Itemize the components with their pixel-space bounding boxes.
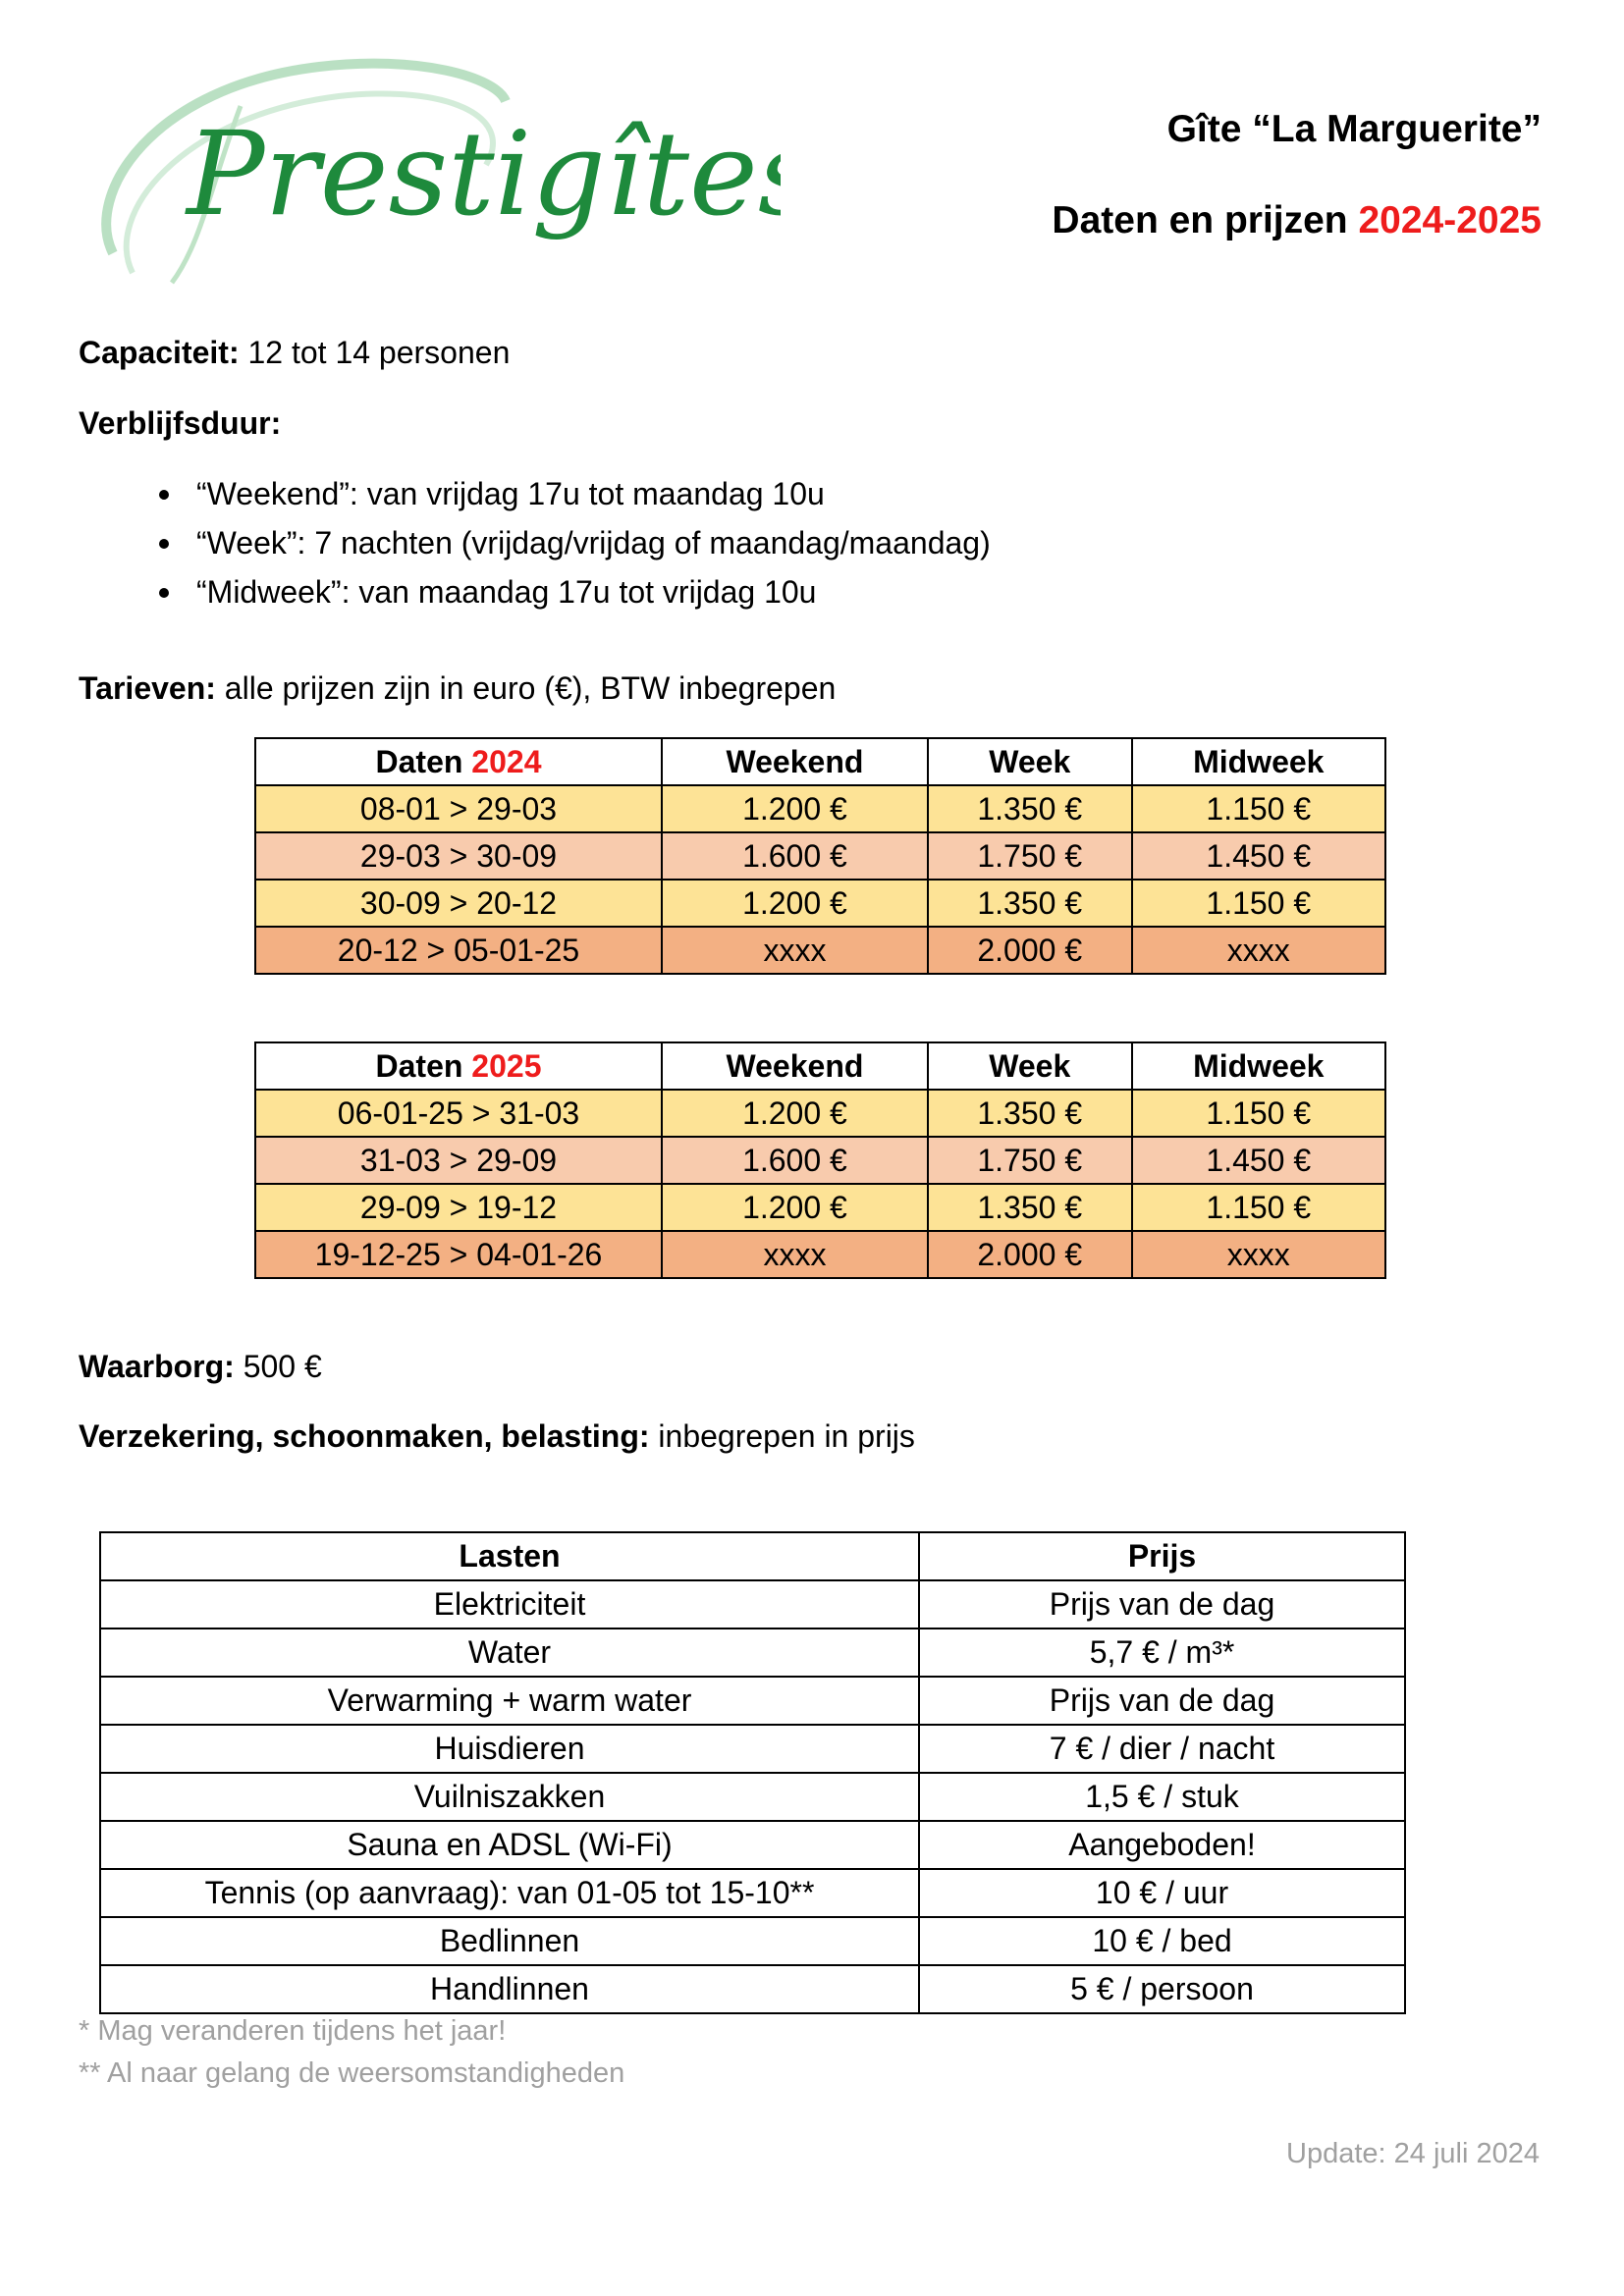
midweek-price: xxxx — [1132, 1231, 1385, 1278]
charge-name: Vuilniszakken — [100, 1773, 919, 1821]
table-row — [255, 832, 1385, 880]
col-header-week: Week — [928, 738, 1132, 785]
charge-price: Aangeboden! — [919, 1821, 1405, 1869]
weekend-price: 1.200 € — [662, 1090, 928, 1137]
date-cell: 20-12 > 05-01-25 — [255, 927, 662, 974]
logo-graphic — [93, 47, 781, 293]
stay-line — [79, 405, 281, 442]
logo-text: Prestigîtes — [187, 106, 781, 241]
deposit-value: 500 € — [243, 1349, 322, 1384]
table-row — [255, 785, 1385, 832]
charge-name: Water — [100, 1629, 919, 1677]
midweek-price: 1.150 € — [1132, 880, 1385, 927]
date-cell: 29-09 > 19-12 — [255, 1184, 662, 1231]
update-date: Update: 24 juli 2024 — [1286, 2138, 1540, 2169]
table-header-row — [100, 1532, 1405, 1580]
bullet-icon — [159, 539, 169, 549]
stay-list — [157, 469, 991, 616]
table-row — [255, 1231, 1385, 1278]
charge-price: 7 € / dier / nacht — [919, 1725, 1405, 1773]
col-header-midweek: Midweek — [1132, 1042, 1385, 1090]
week-price: 2.000 € — [928, 1231, 1132, 1278]
date-cell: 19-12-25 > 04-01-26 — [255, 1231, 662, 1278]
midweek-price: xxxx — [1132, 927, 1385, 974]
charge-price: 1,5 € / stuk — [919, 1773, 1405, 1821]
col-header-dates-label: Daten — [375, 1047, 463, 1084]
table-row — [100, 1917, 1405, 1965]
table-row — [100, 1773, 1405, 1821]
charge-price: 5,7 € / m³* — [919, 1629, 1405, 1677]
stay-label: Verblijfsduur: — [79, 405, 282, 441]
midweek-price: 1.450 € — [1132, 1137, 1385, 1184]
weekend-price: 1.600 € — [662, 1137, 928, 1184]
stay-item-text: “Week”: 7 nachten (vrijdag/vrijdag of maandag/maandag) — [196, 525, 991, 561]
date-cell: 30-09 > 20-12 — [255, 880, 662, 927]
charge-name: Huisdieren — [100, 1725, 919, 1773]
rates-value: alle prijzen zijn in euro (€), BTW inbegrepen — [224, 670, 837, 706]
table-row — [255, 1137, 1385, 1184]
included-value: inbegrepen in prijs — [658, 1418, 915, 1454]
week-price: 1.350 € — [928, 785, 1132, 832]
charge-name: Elektriciteit — [100, 1580, 919, 1629]
rates-table-2024 — [254, 737, 1386, 975]
charge-price: Prijs van de dag — [919, 1580, 1405, 1629]
weekend-price: 1.200 € — [662, 785, 928, 832]
col-header-weekend: Weekend — [662, 1042, 928, 1090]
col-header-charges: Lasten — [100, 1532, 919, 1580]
charges-table — [99, 1531, 1406, 2014]
table-row — [100, 1869, 1405, 1917]
deposit-line — [79, 1349, 322, 1385]
charge-price: 5 € / persoon — [919, 1965, 1405, 2013]
weekend-price: 1.200 € — [662, 880, 928, 927]
week-price: 1.750 € — [928, 832, 1132, 880]
included-label: Verzekering, schoonmaken, belasting: — [79, 1418, 650, 1454]
capacity-label: Capaciteit: — [79, 335, 240, 370]
rates-label: Tarieven: — [79, 670, 216, 706]
table-header-row — [255, 738, 1385, 785]
table-header-row — [255, 1042, 1385, 1090]
capacity-value: 12 tot 14 personen — [247, 335, 511, 370]
stay-item-text: “Weekend”: van vrijdag 17u tot maandag 10u — [196, 476, 825, 511]
table-row — [100, 1677, 1405, 1725]
table-row — [100, 1725, 1405, 1773]
midweek-price: 1.450 € — [1132, 832, 1385, 880]
rates-line — [79, 670, 836, 707]
capacity-line — [79, 335, 510, 371]
col-header-midweek: Midweek — [1132, 738, 1385, 785]
table-row — [100, 1629, 1405, 1677]
table-row — [255, 927, 1385, 974]
week-price: 1.750 € — [928, 1137, 1132, 1184]
table-row — [255, 880, 1385, 927]
col-header-dates — [255, 1042, 662, 1090]
date-cell: 29-03 > 30-09 — [255, 832, 662, 880]
weekend-price: xxxx — [662, 927, 928, 974]
charge-name: Tennis (op aanvraag): van 01-05 tot 15-10** — [100, 1869, 919, 1917]
gite-title: Gîte “La Marguerite” — [1166, 108, 1542, 150]
week-price: 1.350 € — [928, 1090, 1132, 1137]
rates-table-2025 — [254, 1041, 1386, 1279]
subtitle-years: 2024-2025 — [1358, 199, 1542, 241]
table-row — [100, 1965, 1405, 2013]
charge-price: 10 € / bed — [919, 1917, 1405, 1965]
col-header-weekend: Weekend — [662, 738, 928, 785]
col-header-dates — [255, 738, 662, 785]
charge-name: Sauna en ADSL (Wi-Fi) — [100, 1821, 919, 1869]
charge-name: Handlinnen — [100, 1965, 919, 2013]
weekend-price: 1.200 € — [662, 1184, 928, 1231]
subtitle-prefix: Daten en prijzen — [1052, 199, 1348, 241]
table-row — [100, 1580, 1405, 1629]
col-header-price: Prijs — [919, 1532, 1405, 1580]
week-price: 1.350 € — [928, 880, 1132, 927]
col-header-year: 2025 — [471, 1047, 542, 1084]
col-header-week: Week — [928, 1042, 1132, 1090]
week-price: 1.350 € — [928, 1184, 1132, 1231]
midweek-price: 1.150 € — [1132, 785, 1385, 832]
date-cell: 06-01-25 > 31-03 — [255, 1090, 662, 1137]
stay-item-weekend — [157, 469, 991, 518]
included-line — [79, 1418, 915, 1455]
date-cell: 31-03 > 29-09 — [255, 1137, 662, 1184]
week-price: 2.000 € — [928, 927, 1132, 974]
stay-item-text: “Midweek”: van maandag 17u tot vrijdag 10u — [196, 574, 817, 610]
charge-name: Bedlinnen — [100, 1917, 919, 1965]
deposit-label: Waarborg: — [79, 1349, 235, 1384]
table-row — [255, 1184, 1385, 1231]
stay-item-midweek — [157, 567, 991, 616]
weekend-price: xxxx — [662, 1231, 928, 1278]
col-header-dates-label: Daten — [375, 743, 463, 779]
prestigites-logo — [93, 47, 781, 293]
table-row — [255, 1090, 1385, 1137]
stay-item-week — [157, 518, 991, 567]
col-header-year: 2024 — [471, 743, 542, 779]
midweek-price: 1.150 € — [1132, 1184, 1385, 1231]
bullet-icon — [159, 588, 169, 598]
charge-price: Prijs van de dag — [919, 1677, 1405, 1725]
table-row — [100, 1821, 1405, 1869]
footnote-1: * Mag veranderen tijdens het jaar! — [79, 2015, 507, 2047]
charge-name: Verwarming + warm water — [100, 1677, 919, 1725]
date-cell: 08-01 > 29-03 — [255, 785, 662, 832]
midweek-price: 1.150 € — [1132, 1090, 1385, 1137]
weekend-price: 1.600 € — [662, 832, 928, 880]
page-subtitle — [1052, 199, 1542, 242]
footnote-2: ** Al naar gelang de weersomstandigheden — [79, 2057, 625, 2089]
bullet-icon — [159, 490, 169, 500]
charge-price: 10 € / uur — [919, 1869, 1405, 1917]
